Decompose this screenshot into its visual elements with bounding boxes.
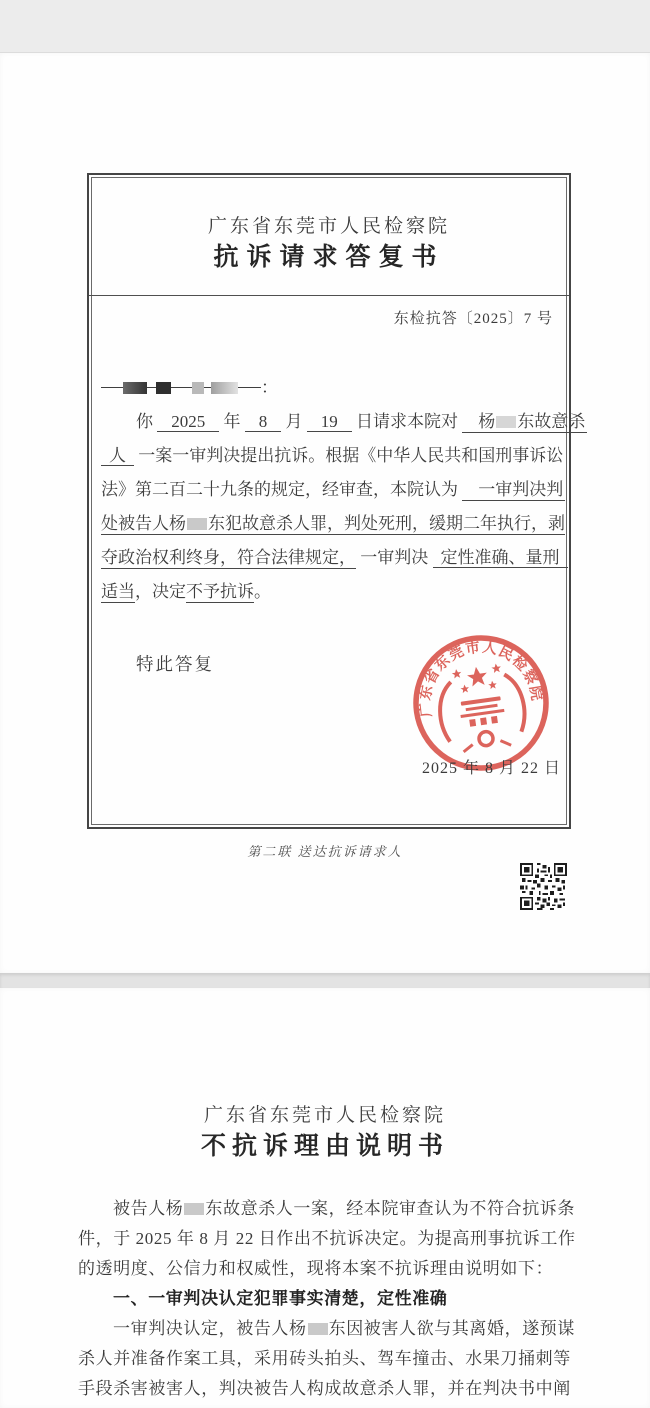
redaction-block — [123, 382, 147, 394]
filled-text: 适当 — [101, 582, 135, 601]
body-line — [101, 507, 563, 541]
page-separator — [0, 973, 650, 988]
redaction-block — [496, 416, 516, 428]
text-run: 东故意杀 — [517, 412, 586, 431]
text-run: 你 — [136, 412, 153, 431]
viewer-top-band — [0, 0, 650, 53]
seal-cog — [478, 731, 494, 747]
text-run: 日请求本院对 — [356, 412, 458, 431]
redaction-block — [184, 1203, 204, 1215]
filled-year: 2025 — [157, 412, 219, 432]
text-run: 月 — [285, 412, 303, 431]
org-name: 广东省东莞市人民检察院 — [207, 216, 450, 237]
body-line — [101, 405, 586, 439]
body-line — [101, 575, 563, 609]
seal-big-star — [466, 665, 488, 687]
page-title: 抗诉请求答复书 — [213, 244, 445, 271]
redaction-block — [156, 382, 171, 394]
text-run: 一审判决 — [360, 548, 429, 567]
document-page-1 — [0, 53, 650, 973]
redaction-block — [187, 518, 207, 530]
seal-gate-pillar — [491, 716, 498, 724]
seal-small-star — [451, 668, 462, 678]
seal-wreath-left — [436, 682, 459, 743]
filled-text: 定性准确、量刑 — [433, 548, 568, 568]
form-border-box — [87, 173, 586, 829]
text-run: 杨 — [478, 412, 496, 431]
text-run: 东犯故意杀人罪，判处死刑，缓期二年执行，剥 — [208, 514, 565, 533]
closing-phrase: 特此答复 — [136, 654, 214, 674]
seal-gate-pillar — [480, 717, 487, 725]
filled-text: 一审判决判 — [462, 480, 565, 501]
text-run: 。 — [254, 582, 271, 601]
body-line — [101, 541, 563, 575]
text-run: 一审判决认定，被告人杨 — [113, 1319, 307, 1338]
seal-small-star — [460, 684, 470, 693]
redaction-block — [192, 382, 204, 394]
filled-text: 不予抗诉 — [186, 582, 254, 601]
text-run: 东故意杀人一案，经本院审查认为不符合抗诉条 — [205, 1199, 576, 1218]
text-run: ，决定 — [135, 582, 186, 601]
addressee-blank-rule — [101, 371, 261, 388]
filled-text: 夺政治权利终身，符合法律规定， — [101, 548, 356, 567]
redaction-block — [211, 382, 238, 394]
filled-text: 人 — [101, 446, 134, 466]
form-body — [101, 371, 586, 609]
seal-arc-text: 广东省东莞市人民检察院 — [417, 639, 545, 718]
title-separator — [89, 295, 569, 296]
document-page-2 — [0, 988, 650, 1408]
redaction-block — [308, 1323, 328, 1335]
statement-body — [78, 1194, 583, 1404]
text-run: 一案一审判决提出抗诉。根据《中华人民共和国刑事诉讼 — [138, 446, 564, 465]
text-run: 法》第二百二十九条的规定，经审查，本院认为 — [101, 480, 458, 499]
body-line: 件，于 2025 年 8 月 22 日作出不抗诉决定。为提高刑事抗诉工作 — [78, 1229, 576, 1248]
text-run: 年 — [223, 412, 241, 431]
seal-small-star — [488, 680, 498, 689]
section-heading: 一、一审判决认定犯罪事实清楚，定性准确 — [113, 1289, 448, 1308]
seal-gate-tier — [466, 704, 498, 711]
body-line: 的透明度、公信力和权威性，现将本案不抗诉理由说明如下： — [78, 1259, 554, 1278]
addressee-line — [101, 371, 563, 405]
body-line — [101, 473, 563, 507]
body-line — [78, 1314, 583, 1344]
document-number: 东检抗答〔2025〕7 号 — [393, 311, 553, 327]
text-run: 被告人杨 — [113, 1199, 184, 1218]
body-line — [101, 439, 563, 473]
seal-gate-pillar — [469, 719, 476, 727]
addressee-colon: ： — [261, 378, 278, 397]
org-name: 广东省东莞市人民检察院 — [203, 1105, 446, 1126]
text-run: 处被告人杨 — [101, 514, 186, 533]
seal-small-star — [491, 663, 502, 673]
body-line: 杀人并准备作案工具，采用砖头拍头、驾车撞击、水果刀捅刺等 — [78, 1349, 571, 1368]
filled-month: 8 — [245, 412, 282, 432]
issue-date: 2025 年 8 月 22 日 — [421, 760, 561, 777]
qr-code — [520, 863, 567, 910]
filled-text — [101, 514, 565, 535]
body-line — [78, 1194, 583, 1224]
text-run: 东因被害人欲与其离婚，遂预谋 — [328, 1319, 576, 1338]
copy-designation-note: 第二联 送达抗诉请求人 — [247, 844, 403, 859]
filled-case-name — [462, 412, 587, 433]
page-title: 不抗诉理由说明书 — [200, 1133, 449, 1160]
filled-day: 19 — [307, 412, 352, 432]
body-line: 手段杀害被害人，判决被告人构成故意杀人罪，并在判决书中阐 — [78, 1379, 571, 1398]
